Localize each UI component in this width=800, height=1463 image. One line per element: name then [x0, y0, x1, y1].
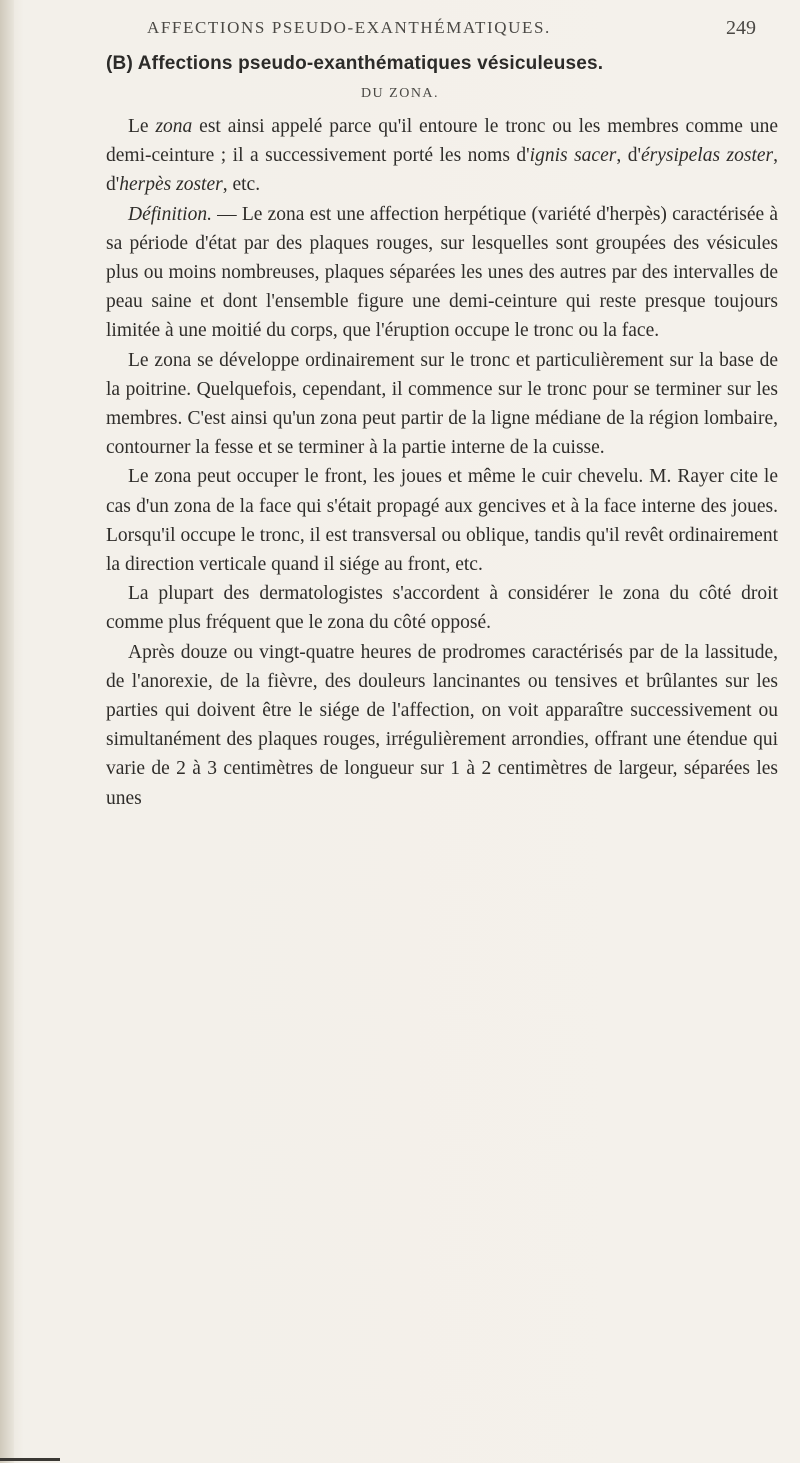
page-number: 249 — [726, 17, 756, 39]
section-heading: (B) Affections pseudo-exanthématiques vésiculeuses. — [106, 53, 604, 74]
latin-name-ignis-sacer: ignis sacer — [529, 145, 617, 167]
page-binding-shadow — [0, 0, 14, 1463]
intro-text-continued: est ainsi appelé parce qu'il entoure le tronc ou les membres comme une demi-ceinture ; il a successivement porté les noms d' — [106, 116, 778, 167]
running-head — [100, 10, 800, 46]
running-title: AFFECTIONS PSEUDO-EXANTHÉMATIQUES. — [147, 18, 551, 37]
latin-name-herpes-zoster: herpès zoster — [119, 174, 223, 196]
paragraph-location: Le zona se développe ordinairement sur le tronc et particulièrement sur la base de la poitrine. Quelquefois, cependant, il commence sur le tronc pour se terminer sur les membres. C'est ainsi qu'un zona peut partir de la ligne médiane de la région lombaire, contourner la fesse et se terminer à la partie interne de la cuisse. — [106, 349, 778, 459]
chapter-subheading: DU ZONA. — [360, 86, 440, 101]
separator-text: , d' — [616, 145, 641, 167]
term-zona: zona — [155, 116, 193, 137]
paragraph-prodromes: Après douze ou vingt-quatre heures de prodromes caractérisés par de la lassitude, de l'anorexie, de la fièvre, des douleurs lancinantes ou tensives et brûlantes sur les parties qui doivent être le siége de l'affection, on voit apparaître successivement ou simultanément des plaques rouges, irrégulièrement arrondies, offrant une étendue qui varie de 2 à 3 centimètres de longueur sur 1 à 2 centimètres de largeur, séparées les unes — [106, 641, 778, 809]
body-text — [106, 112, 778, 813]
intro-ending: , etc. — [222, 174, 261, 196]
paragraph-side: La plupart des dermatologistes s'accordent à considérer le zona du côté droit comme plus fréquent que le zona du côté opposé. — [106, 583, 778, 634]
latin-name-erysipelas-zoster: érysipelas zoster — [640, 145, 774, 167]
intro-text: Le — [128, 116, 156, 137]
bottom-edge-rule — [0, 1458, 60, 1461]
paragraph-intro — [106, 112, 778, 200]
definition-label: Définition. — [128, 203, 212, 225]
paragraph-face: Le zona peut occuper le front, les joues et même le cuir chevelu. M. Rayer cite le cas d'un zona de la face qui s'était propagé aux gencives et à la face interne des joues. Lorsqu'il occupe le tronc, il est transversal ou oblique, tandis qu'il revêt ordinairement la direction verticale quand il siége au front, etc. — [106, 466, 778, 576]
paragraph-definition — [106, 200, 778, 346]
definition-text: — Le zona est une affection herpétique (variété d'herpès) caractérisée à sa période d'état par des plaques rouges, sur lesquelles sont groupées des vésicules plus ou moins nombreuses, plaques séparées les unes des autres par des intervalles de peau saine et dont l'ensemble figure une demi-ceinture qui reste presque toujours limitée à une moitié du corps, que l'éruption occupe le tronc ou la face. — [106, 203, 778, 342]
separator-text: , d' — [106, 145, 778, 196]
